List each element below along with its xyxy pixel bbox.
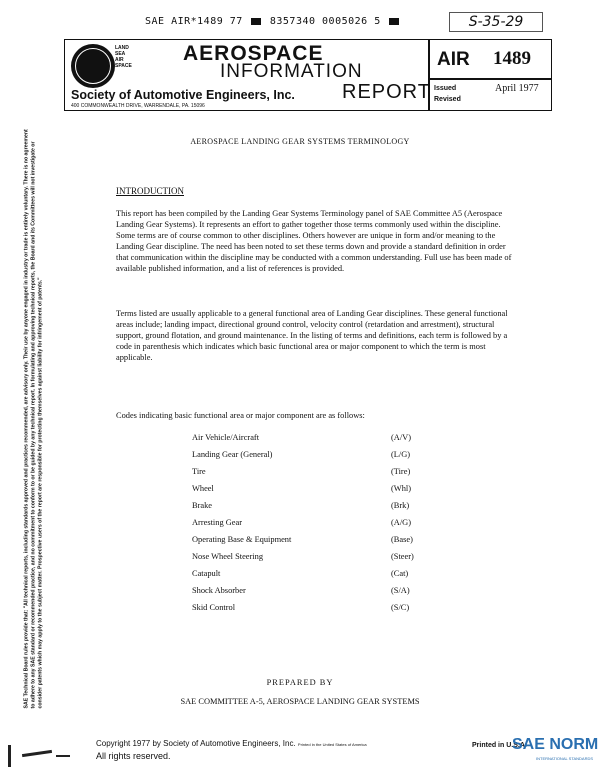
- prepared-by-label: PREPARED BY: [266, 678, 334, 687]
- code-value: (Tire): [391, 467, 411, 476]
- document-title: AEROSPACE LANDING GEAR SYSTEMS TERMINOLOGY: [190, 137, 410, 146]
- header-divider: [428, 78, 551, 80]
- code-term: Skid Control: [192, 603, 236, 612]
- section-heading: INTRODUCTION: [116, 186, 184, 196]
- report-header: [64, 39, 552, 111]
- logo-word: SPACE: [115, 63, 132, 69]
- copyright-small-text: Printed in the United States of America: [297, 742, 367, 747]
- code-value: (A/V): [391, 433, 412, 442]
- revised-label: Revised: [434, 96, 461, 103]
- code-value: (Brk): [391, 501, 410, 510]
- intro-paragraph: Terms listed are usually applicable to a general functional area of Landing Gear disciplines. These general functional areas include; landing impact, directional ground control, velocity control (retardation and arrestment), structural support, ground flotation, and ground maintenance. In the listing of terms and definitions, each term is followed by a code in parenthesis which indicates which basic functional area or major component to which the term is most applicable.: [116, 309, 508, 362]
- issued-date: April 1977: [495, 83, 539, 94]
- watermark-logo: SAE NORM: [512, 736, 599, 753]
- code-value: (A/G): [391, 518, 412, 527]
- code-value: (Steer): [391, 552, 414, 561]
- code-value: (L/G): [391, 450, 411, 459]
- barcode-block: [251, 18, 261, 25]
- watermark-subtitle: INTERNATIONAL STANDARDS: [536, 756, 594, 761]
- organization-address: 400 COMMONWEALTH DRIVE, WARRENDALE, PA. 15096: [71, 103, 205, 109]
- document-code: SAE AIR*1489 77: [145, 16, 243, 27]
- code-value: (Base): [391, 535, 413, 544]
- code-value: (Cat): [391, 569, 409, 578]
- logo-words: [115, 45, 132, 69]
- code-term: Wheel: [192, 484, 214, 493]
- issued-label: Issued: [434, 85, 457, 92]
- code-term: Shock Absorber: [192, 586, 246, 595]
- code-term: Landing Gear (General): [192, 450, 273, 459]
- sae-logo-icon: [71, 44, 115, 88]
- side-disclaimer-text: SAE Technical Board rules provide that: "All technical reports, including standards approved and practices recommended, are advisory only. Their use by anyone engaged in industry or trade is entirely voluntary. There is no agreement to adhere to any SAE standard or recommended practice, and no commitment to conform to or be guided by any technical report. In formulating and approving technical reports, the Board and its Committees will not investigate or consider patents which may apply to the subject matter. Prospective users of the report are responsible for protecting themselves against liability for infringement of patents.": [23, 129, 44, 709]
- document-code-line: [145, 16, 401, 27]
- code-value: (S/C): [391, 603, 410, 612]
- code-value: (S/A): [391, 586, 410, 595]
- barcode-block: [389, 18, 399, 25]
- copyright-text: Copyright 1977 by Society of Automotive Engineers, Inc.: [96, 739, 296, 748]
- code-term: Catapult: [192, 569, 221, 578]
- code-term: Air Vehicle/Aircraft: [192, 433, 260, 442]
- scan-mark: [22, 750, 52, 757]
- side-disclaimer: [6, 129, 64, 725]
- header-title-line3: REPORT: [342, 81, 431, 103]
- header-title-line1: AEROSPACE: [183, 42, 324, 65]
- header-title-line2: INFORMATION: [220, 61, 363, 82]
- intro-paragraph: This report has been compiled by the Landing Gear Systems Terminology panel of SAE Committee A5 (Aerospace Landing Gear Systems). It represents an effort to gather together those terms commonly used within the discipline. Some terms are of course common to other disciplines. Others however are unique in form and/or meaning to the Landing Gear discipline. The need has been noted to set these terms down and provide a standard definition in order that communication within the discipline may be conducted with a common understanding. Full use has been made of available published information, and a list of references is provided.: [116, 209, 512, 273]
- organization-name: Society of Automotive Engineers, Inc.: [71, 88, 295, 102]
- codes-intro: Codes indicating basic functional area or major component are as follows:: [116, 411, 365, 420]
- code-term: Tire: [192, 467, 206, 476]
- code-value: (Whl): [391, 484, 411, 493]
- scan-mark: [56, 755, 70, 757]
- document-serial: 8357340 0005026 5: [269, 16, 381, 27]
- scan-mark: [8, 745, 11, 767]
- logo-word: SEA: [115, 51, 126, 57]
- printed-in: Printed in U.S.A.: [472, 742, 527, 749]
- handwritten-note: S-35-29: [449, 12, 543, 32]
- logo-word: AIR: [115, 57, 124, 63]
- committee-name: SAE COMMITTEE A-5, AEROSPACE LANDING GEAR SYSTEMS: [180, 697, 420, 706]
- copyright-line: [96, 739, 367, 748]
- code-term: Brake: [192, 501, 212, 510]
- rights-reserved: All rights reserved.: [96, 751, 171, 761]
- doc-number: 1489: [493, 48, 531, 69]
- code-term: Nose Wheel Steering: [192, 552, 264, 561]
- logo-word: LAND: [115, 45, 129, 51]
- code-term: Operating Base & Equipment: [192, 535, 292, 544]
- doc-type: AIR: [437, 49, 470, 70]
- code-term: Arresting Gear: [192, 518, 242, 527]
